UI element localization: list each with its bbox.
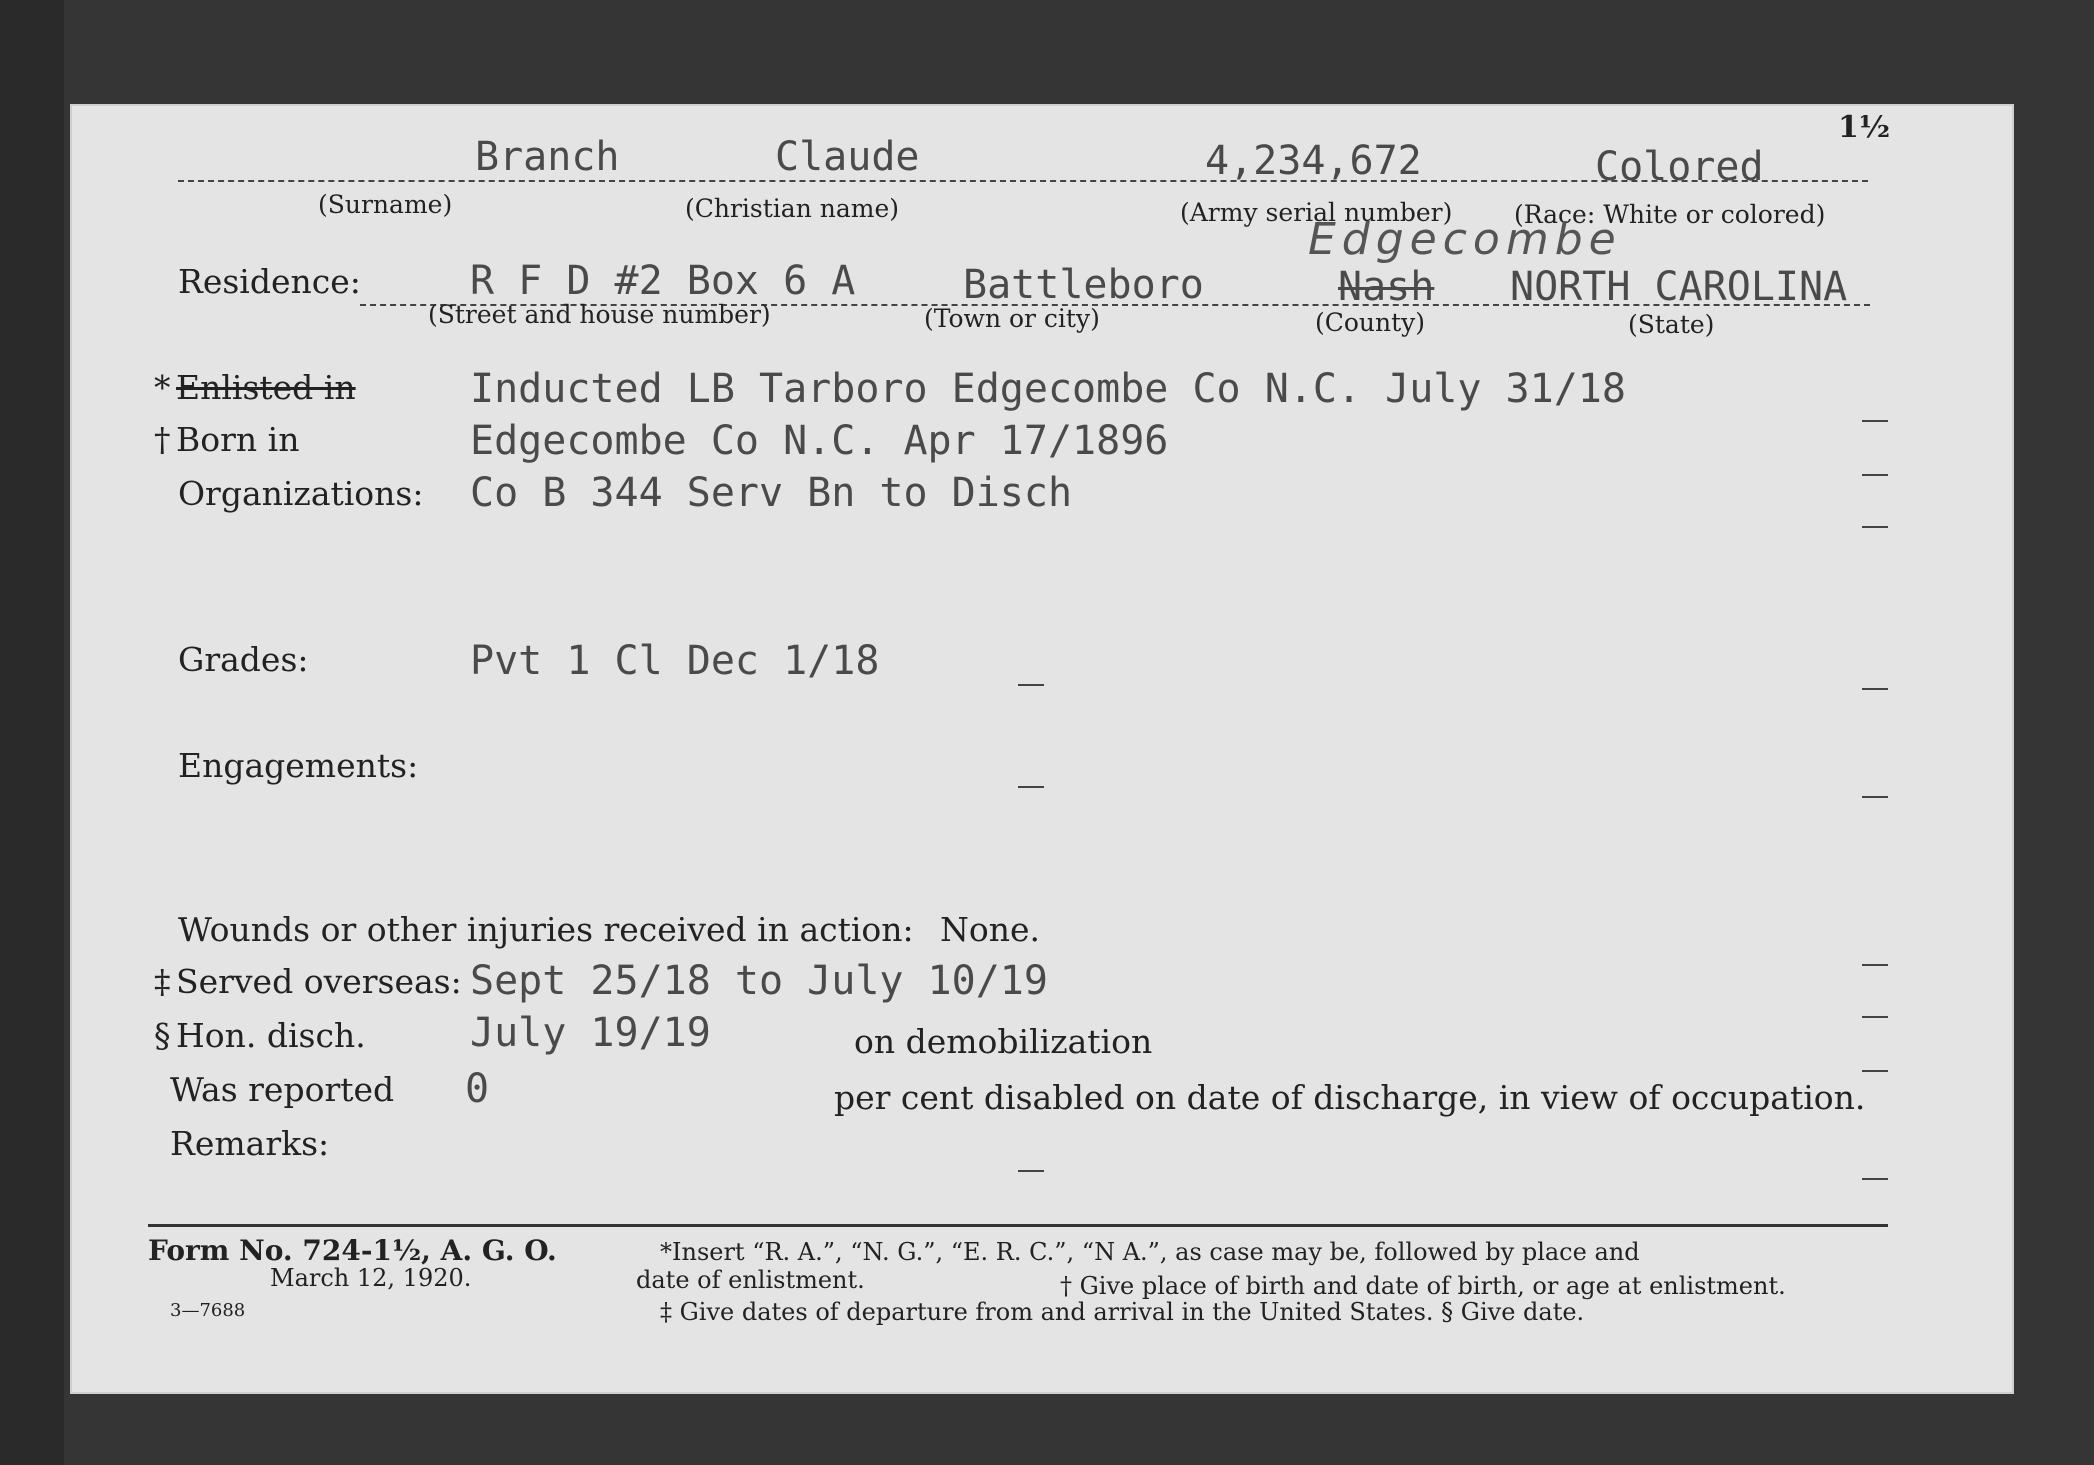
- form-code: 3—7688: [170, 1300, 246, 1321]
- reported-value: 0: [465, 1066, 490, 1112]
- grades-value: Pvt 1 Cl Dec 1/18: [470, 638, 880, 684]
- caption-race: (Race: White or colored): [1514, 200, 1826, 229]
- born-value: Edgecombe Co N.C. Apr 17/1896: [470, 418, 1169, 464]
- engagements-label: Engagements:: [178, 746, 419, 785]
- reported-suffix: per cent disabled on date of discharge, in view of occupation.: [834, 1078, 1866, 1117]
- enlisted-label: Enlisted in: [176, 368, 356, 407]
- footnote-line1: *Insert “R. A.”, “N. G.”, “E. R. C.”, “N A.”, as case may be, followed by place and: [660, 1238, 1640, 1266]
- surname-value: Branch: [475, 134, 620, 180]
- organizations-label: Organizations:: [178, 474, 424, 513]
- residence-town: Battleboro: [963, 262, 1204, 308]
- residence-label: Residence:: [178, 262, 361, 301]
- residence-street: R F D #2 Box 6 A: [470, 258, 856, 304]
- caption-street: (Street and house number): [428, 300, 771, 329]
- footnote-line2a: date of enlistment.: [636, 1266, 865, 1294]
- caption-town: (Town or city): [924, 304, 1100, 333]
- margin-dash: [1862, 796, 1888, 798]
- enlisted-mark: *: [154, 368, 171, 407]
- caption-serial: (Army serial number): [1180, 198, 1453, 227]
- race-value: Colored: [1595, 144, 1764, 190]
- christian-name-value: Claude: [775, 134, 920, 180]
- disch-value: July 19/19: [470, 1010, 711, 1056]
- serial-number-value: 4,234,672: [1205, 138, 1422, 184]
- residence-state: NORTH CAROLINA: [1510, 264, 1848, 310]
- form-date: March 12, 1920.: [270, 1264, 472, 1292]
- card-fraction: 1½: [1838, 110, 1891, 145]
- overseas-value: Sept 25/18 to July 10/19: [470, 958, 1048, 1004]
- caption-surname: (Surname): [318, 190, 453, 219]
- grades-dash: [1018, 684, 1044, 686]
- margin-dash: [1862, 1016, 1888, 1018]
- county-handwritten: Edgecombe: [1308, 214, 1622, 265]
- disch-mark: §: [154, 1016, 171, 1055]
- caption-county: (County): [1315, 308, 1426, 337]
- grades-label: Grades:: [178, 640, 309, 679]
- overseas-label: Served overseas:: [176, 962, 462, 1001]
- margin-dash: [1862, 526, 1888, 528]
- enlisted-value: Inducted LB Tarboro Edgecombe Co N.C. July 31/18: [470, 366, 1626, 412]
- left-dark-strip: [0, 0, 64, 1465]
- footer-rule: [148, 1224, 1888, 1227]
- margin-dash: [1862, 474, 1888, 476]
- caption-christian: (Christian name): [685, 194, 900, 223]
- disch-suffix: on demobilization: [854, 1022, 1153, 1061]
- overseas-mark: ‡: [154, 962, 171, 1001]
- footnote-line2b: † Give place of birth and date of birth, or age at enlistment.: [1060, 1272, 1786, 1300]
- remarks-dash: [1018, 1170, 1044, 1172]
- top-dashed-line: [178, 180, 1868, 184]
- margin-dash: [1862, 688, 1888, 690]
- caption-state: (State): [1628, 310, 1715, 339]
- service-record-card: [70, 104, 2014, 1394]
- born-label: Born in: [176, 420, 300, 459]
- reported-label: Was reported: [170, 1070, 395, 1109]
- county-struck: Nash: [1338, 264, 1435, 310]
- remarks-label: Remarks:: [170, 1124, 330, 1163]
- margin-dash: [1862, 420, 1888, 422]
- born-mark: †: [154, 420, 171, 459]
- engagements-dash: [1018, 786, 1044, 788]
- organizations-value: Co B 344 Serv Bn to Disch: [470, 470, 1073, 516]
- disch-label: Hon. disch.: [176, 1016, 366, 1055]
- footnote-line3: ‡ Give dates of departure from and arrival in the United States. § Give date.: [660, 1298, 1585, 1326]
- margin-dash: [1862, 964, 1888, 966]
- wounds-value: None.: [940, 910, 1041, 949]
- margin-dash: [1862, 1178, 1888, 1180]
- wounds-label: Wounds or other injuries received in action:: [178, 910, 914, 949]
- margin-dash: [1862, 1070, 1888, 1072]
- form-number: Form No. 724-1½, A. G. O.: [148, 1234, 557, 1267]
